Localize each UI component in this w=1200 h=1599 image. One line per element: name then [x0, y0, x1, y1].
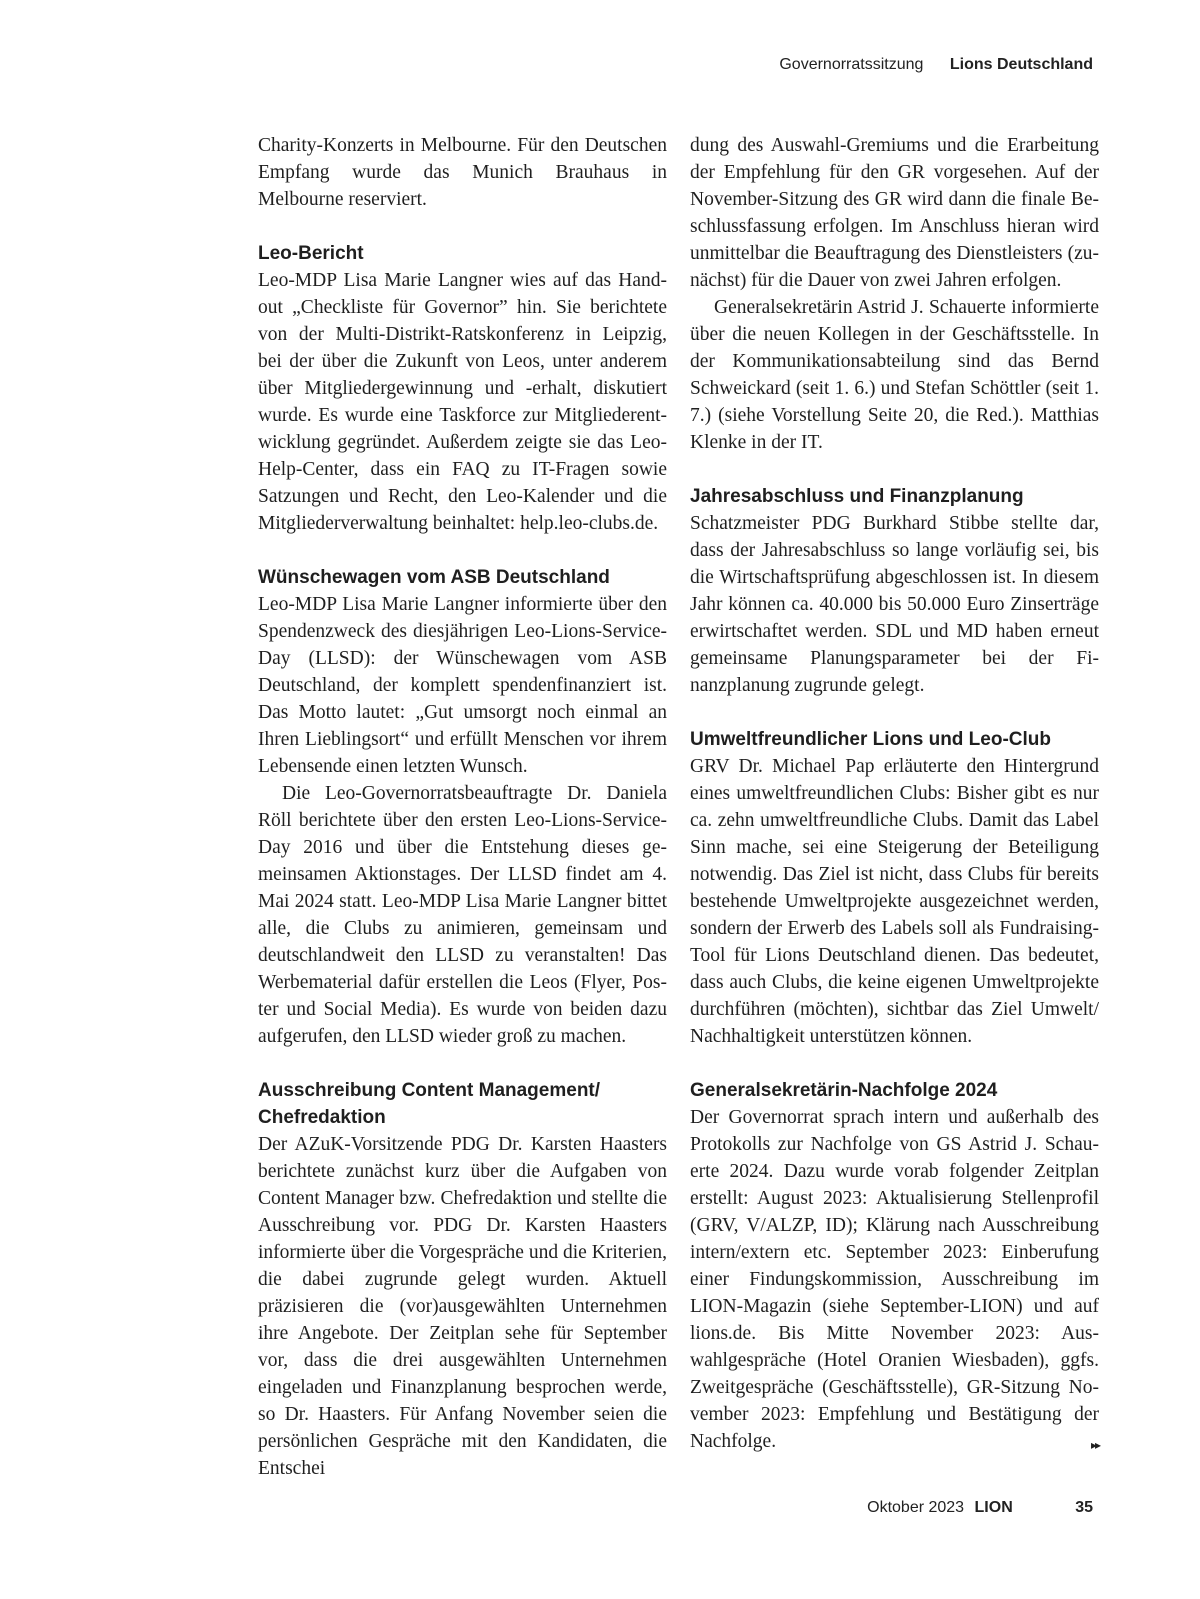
continued-paragraph-2: Generalsekretärin Astrid J. Schauerte informierte über die neuen Kollegen in der Geschäftsstelle. In der Kommunikationsabteilung sind das Bernd Schweickard (seit 1. 6.) und Stefan Schöttler (seit 1. 7.) (siehe Vorstellung Seite 20, die Red.). Matthias Klenke in der IT.	[690, 297, 1099, 453]
leo-bericht-heading: Leo-Bericht	[258, 243, 364, 264]
asb-heading: Wünschewagen vom ASB Deutschland	[258, 567, 610, 588]
continue-arrow-icon: ▸▸	[1090, 1438, 1099, 1452]
umwelt-club-paragraph: GRV Dr. Michael Pap erläuterte den Hintergrund eines umweltfreundlichen Clubs: Bisher gibt es nur ca. zehn umweltfreundliche Clubs. Damit das Label Sinn mache, sei eine Steigerung der Beteiligung notwendig. Das Ziel ist nicht, dass Clubs für bereits bestehende Umweltprojekte ausgezeichnet werden, sondern der Erwerb des Labels soll als Fundraising-Tool für Lions Deutschland dienen. Das bedeutet, dass auch Clubs, die keine eigenen Umweltprojekte durchführen (möchten), sichtbar das Ziel Umwelt/ Nachhaltigkeit unterstützen können.	[690, 756, 1099, 1047]
footer-issue: Oktober 2023	[867, 1499, 965, 1516]
continued-paragraph-1: dung des Auswahl-Gremiums und die Erarbeitung der Empfehlung für den GR vorgesehen. Auf der November-Sitzung des GR wird dann die finale Beschlussfassung erfolgen. Im Anschluss hieran wird unmittelbar die Beauftragung des Dienstleisters (zunächst) für die Dauer von zwei Jahren erfolgen.	[690, 135, 1099, 291]
finanzplanung-heading: Jahresabschluss und Finanzplanung	[690, 486, 1024, 507]
finanzplanung-paragraph: Schatzmeister PDG Burkhard Stibbe stellte dar, dass der Jahresabschluss so lange vorläufig sei, bis die Wirtschaftsprüfung abgeschlossen ist. In diesem Jahr können ca. 40.000 bis 50.000 Euro Zinserträge erwirtschaftet werden. SDL und MD haben erneut gemeinsame Planungsparameter bei der Finanzplanung zugrunde gelegt.	[690, 513, 1099, 696]
asb-paragraph-2: Die Leo-Governorratsbeauftragte Dr. Daniela Röll berichtete über den ersten Leo-Lions-Service-Day 2016 und über die Entstehung dieses gemeinsamen Aktionstages. Der LLSD findet am 4. Mai 2024 statt. Leo-MDP Lisa Marie Langner bittet alle, die Clubs zu animieren, gemeinsam und deutschlandweit den LLSD zu veranstalten! Das Werbematerial dafür erstellen die Leos (Flyer, Poster und Social Media). Es wurde von beiden dazu aufgerufen, den LLSD wieder groß zu machen.	[258, 783, 667, 1047]
nachfolge-paragraph	[690, 1104, 1099, 1455]
header-section: Governorratssitzung	[779, 56, 924, 73]
header-brand: Lions Deutschland	[949, 56, 1093, 73]
running-header	[779, 56, 1093, 74]
nachfolge-text: Der Governorrat sprach intern und außerhalb des Protokolls zur Nachfolge von GS Astrid J. Schauerte 2024. Dazu wurde vorab folgender Zeitplan erstellt: August 2023: Aktualisierung Stellenprofil (GRV, V/ALZP, ID); Klärung nach Ausschreibung intern/extern etc. September 2023: Einberufung einer Findungskommission, Ausschreibung im LION-Magazin (siehe September-LION) und auf lions.de. Bis Mitte November 2023: Auswahlgespräche (Hotel Oranien Wiesbaden), ggfs. Zweitgespräche (Geschäftsstelle), GR-Sitzung November 2023: Empfehlung und Bestätigung der Nachfolge.	[690, 1107, 1099, 1452]
content-management-heading	[258, 1077, 667, 1131]
page-footer	[867, 1499, 1093, 1517]
left-column	[258, 132, 667, 1482]
intro-paragraph: Charity-Konzerts in Melbourne. Für den Deutschen Empfang wurde das Munich Brauhaus in Melbourne reserviert.	[258, 135, 667, 210]
right-column	[690, 132, 1099, 1459]
leo-bericht-paragraph: Leo-MDP Lisa Marie Langner wies auf das Handout „Checkliste für Governor” hin. Sie berichtete von der Multi-Distrikt-Ratskonferenz in Leipzig, bei der über die Zukunft von Leos, unter anderem über Mitgliedergewinnung und -erhalt, diskutiert wurde. Es wurde eine Taskforce zur Mitgliederentwicklung gegründet. Außerdem zeigte sie das Leo-Help-Center, dass ein FAQ zu IT-Fragen sowie Satzungen und Recht, den Leo-Kalender und die Mitgliederverwaltung beinhaltet: help.leo-clubs.de.	[258, 270, 667, 534]
content-management-paragraph: Der AZuK-Vorsitzende PDG Dr. Karsten Haasters berichtete zunächst kurz über die Aufgaben von Content Manager bzw. Chefredaktion und stellte die Ausschreibung vor. PDG Dr. Karsten Haasters informierte über die Vorgespräche und die Kriterien, die dabei zugrunde gelegt wurden. Aktuell präzisieren die (vor)ausgewählten Unternehmen ihre Angebote. Der Zeitplan sehe für September vor, dass die drei ausgewählten Unternehmen eingeladen und Finanzplanung besprochen werde, so Dr. Haasters. Für Anfang November seien die persönlichen Gespräche mit den Kandidaten, die Entschei	[258, 1134, 667, 1479]
footer-magazine: LION	[974, 1499, 1013, 1516]
umwelt-club-heading: Umweltfreundlicher Lions und Leo-Club	[690, 729, 1051, 750]
content-management-heading-line-2: Chefredaktion	[258, 1107, 386, 1128]
content-management-heading-line-1: Ausschreibung Content Management/	[258, 1080, 601, 1101]
nachfolge-heading: Generalsekretärin-Nachfolge 2024	[690, 1080, 998, 1101]
page-number: 35	[1075, 1499, 1093, 1516]
asb-paragraph-1: Leo-MDP Lisa Marie Langner informierte über den Spendenzweck des diesjährigen Leo-Lions-Service-Day (LLSD): der Wünschewagen vom ASB Deutschland, der komplett spendenfinanziert ist. Das Motto lautet: „Gut umsorgt noch einmal an Ihren Lieblingsort“ und erfüllt Menschen vor ihrem Lebensende einen letzten Wunsch.	[258, 594, 667, 777]
